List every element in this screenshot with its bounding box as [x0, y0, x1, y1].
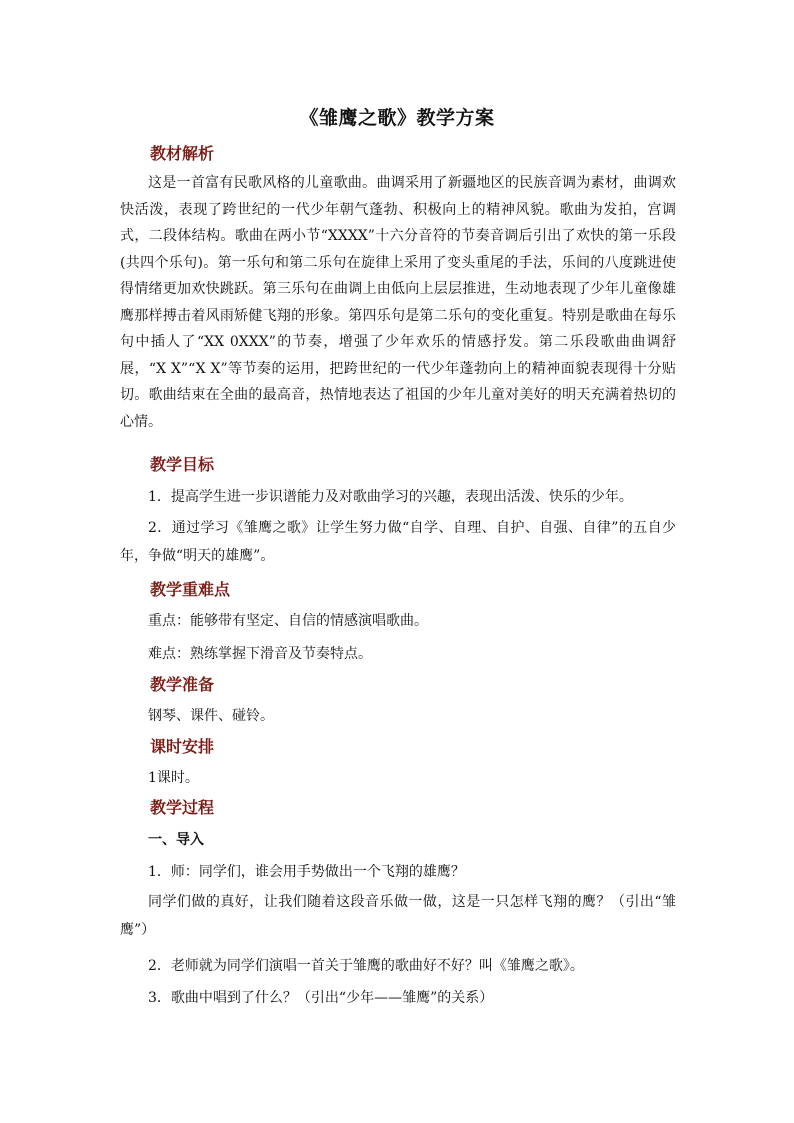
- process-part1-heading: 一、导入: [148, 832, 204, 848]
- heading-key-points: 教学重难点: [150, 580, 231, 599]
- preparation-content: 钢琴、课件、碰铃。: [148, 708, 274, 724]
- heading-goals: 教学目标: [150, 455, 215, 474]
- heading-process: 教学过程: [150, 798, 215, 817]
- process-step-1-followup: 同学们做的真好，让我们随着这段音乐做一做，这是一只怎样飞翔的鹰？（引出“雏鹰”）: [120, 894, 676, 938]
- process-step-1: 1．师：同学们，谁会用手势做出一个飞翔的雄鹰？: [148, 864, 465, 880]
- process-step-2: 2．老师就为同学们演唱一首关于雏鹰的歌曲好不好？叫《雏鹰之歌》。: [148, 958, 584, 974]
- heading-schedule: 课时安排: [150, 737, 215, 756]
- document-title: 《雏鹰之歌》教学方案: [299, 107, 495, 129]
- heading-preparation: 教学准备: [150, 675, 215, 694]
- analysis-paragraph: 这是一首富有民歌风格的儿童歌曲。曲调采用了新疆地区的民族音调为素材，曲调欢快活泼，表现了跨世纪的一代少年朝气蓬勃、积极向上的精神风貌。歌曲为发拍，宫调式，二段体结构。歌曲在两小节“XXXX”十六分音符的节奏音调后引出了欢快的第一乐段(共四个乐句)。第一乐句和第二乐句在旋律上采用了变头重尾的手法，乐间的八度跳进使得情绪更加欢快跳跃。第三乐句在曲调上由低向上层层推进，生动地表现了少年儿童像雄鹰那样搏击着风雨矫健飞翔的形象。第四乐句是第二乐句的变化重复。特别是歌曲在每乐句中插人了“XX 0XXX”的节奏，增强了少年欢乐的情感抒发。第二乐段歌曲曲调舒展，“X X”“X X”等节奏的运用，把跨世纪的一代少年蓬勃向上的精神面貌表现得十分贴切。歌曲结束在全曲的最高音，热情地表达了祖国的少年儿童对美好的明天充满着热切的心情。: [120, 175, 676, 430]
- key-point-focus: 重点：能够带有坚定、自信的情感演唱歌曲。: [148, 613, 428, 629]
- schedule-content: 1课时。: [148, 770, 199, 786]
- heading-analysis: 教材解析: [150, 144, 215, 163]
- key-point-difficulty: 难点：熟练掌握下滑音及节奏特点。: [148, 646, 372, 662]
- goal-item-1: 1．提高学生进一步识谱能力及对歌曲学习的兴趣，表现出活泼、快乐的少年。: [148, 489, 633, 505]
- process-step-3: 3．歌曲中唱到了什么？（引出“少年——雏鹰”的关系）: [148, 990, 494, 1006]
- goal-item-2: 2．通过学习《雏鹰之歌》让学生努力做“自学、自理、自护、自强、自律”的五自少年，争做“明天的雄鹰”。: [120, 520, 676, 564]
